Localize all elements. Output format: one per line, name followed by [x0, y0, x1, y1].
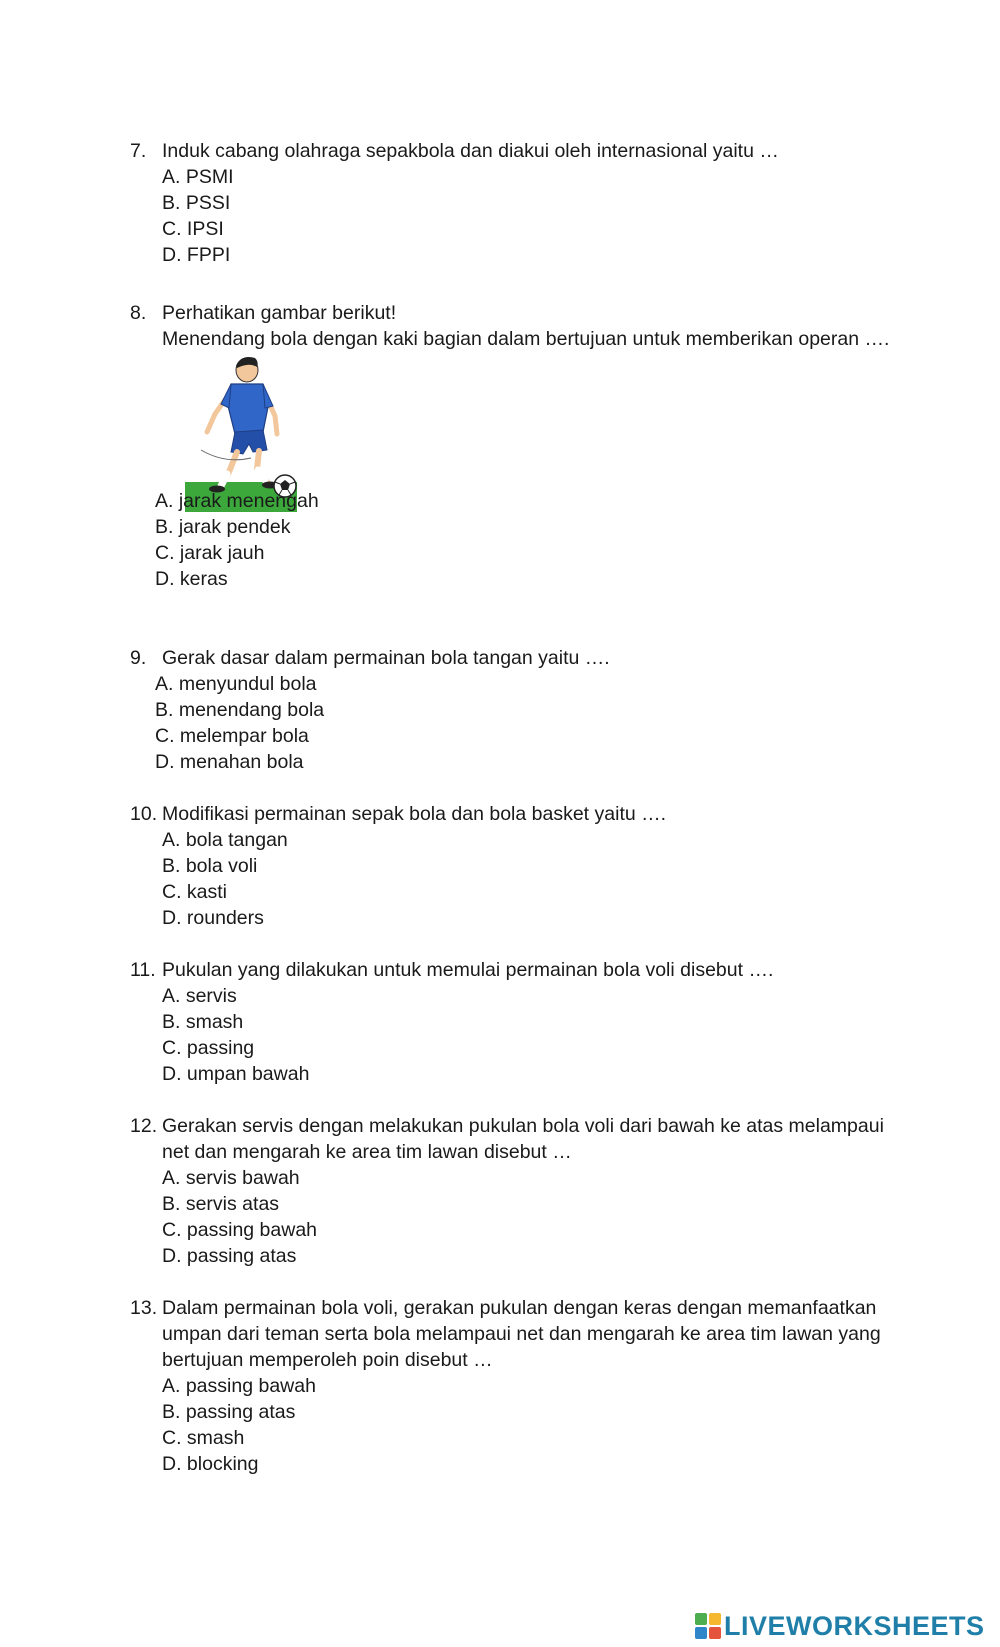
question-12	[130, 1113, 910, 1269]
logo-text: LIVEWORKSHEETS	[724, 1610, 985, 1641]
question-text: Modifikasi permainan sepak bola dan bola basket yaitu ….	[162, 803, 667, 825]
option-b: B. servis atas	[162, 1193, 280, 1215]
option-a: A. servis	[162, 985, 237, 1007]
option-a: A. bola tangan	[162, 829, 288, 851]
option-b: B. menendang bola	[155, 699, 325, 721]
question-number: 13.	[130, 1297, 158, 1319]
option-c: C. kasti	[162, 881, 228, 903]
option-c: C. jarak jauh	[155, 542, 265, 564]
question-number: 9.	[130, 647, 147, 669]
option-a: A. servis bawah	[162, 1167, 300, 1189]
liveworksheets-logo-icon	[695, 1613, 721, 1639]
option-a: A. PSMI	[162, 166, 234, 188]
option-d: D. blocking	[162, 1453, 259, 1475]
option-c: C. passing bawah	[162, 1219, 318, 1241]
question-text: Induk cabang olahraga sepakbola dan diakui oleh internasional yaitu …	[162, 140, 779, 162]
question-number: 11.	[130, 959, 156, 981]
option-c: C. passing	[162, 1037, 255, 1059]
option-d: D. umpan bawah	[162, 1063, 310, 1085]
option-b: B. passing atas	[162, 1401, 296, 1423]
question-text: Gerak dasar dalam permainan bola tangan yaitu ….	[162, 647, 610, 669]
option-d: D. keras	[155, 568, 228, 590]
question-text: Perhatikan gambar berikut!	[162, 302, 397, 324]
question-7	[130, 138, 910, 268]
question-text: Dalam permainan bola voli, gerakan pukulan dengan keras dengan memanfaatkan umpan dari teman serta bola melampaui net dan mengarah ke area tim lawan yang bertujuan memperoleh poin disebut …	[162, 1297, 881, 1371]
option-d: D. FPPI	[162, 244, 231, 266]
question-number: 8.	[130, 302, 147, 324]
option-b: B. bola voli	[162, 855, 258, 877]
option-d: D. passing atas	[162, 1245, 297, 1267]
option-a: A. jarak menengah	[155, 490, 319, 512]
question-text: Gerakan servis dengan melakukan pukulan bola voli dari bawah ke atas melampaui net dan mengarah ke area tim lawan disebut …	[162, 1115, 884, 1163]
option-c: C. melempar bola	[155, 725, 309, 747]
option-a: A. menyundul bola	[155, 673, 317, 695]
option-c: C. smash	[162, 1427, 245, 1449]
question-text: Pukulan yang dilakukan untuk memulai permainan bola voli disebut ….	[162, 959, 774, 981]
liveworksheets-logo	[695, 1610, 985, 1642]
option-a: A. passing bawah	[162, 1375, 316, 1397]
option-d: D. menahan bola	[155, 751, 304, 773]
question-8	[130, 300, 910, 352]
question-number: 12.	[130, 1115, 158, 1137]
option-c: C. IPSI	[162, 218, 224, 240]
option-d: D. rounders	[162, 907, 264, 929]
question-13	[130, 1295, 910, 1477]
question-11	[130, 957, 910, 1087]
question-number: 7.	[130, 140, 147, 162]
question-8-options	[130, 488, 910, 592]
option-b: B. PSSI	[162, 192, 231, 214]
question-10	[130, 801, 910, 931]
question-subtext: Menendang bola dengan kaki bagian dalam bertujuan untuk memberikan operan ….	[162, 328, 890, 350]
option-b: B. smash	[162, 1011, 244, 1033]
option-b: B. jarak pendek	[155, 516, 291, 538]
question-number: 10.	[130, 803, 158, 825]
question-9	[130, 645, 910, 775]
